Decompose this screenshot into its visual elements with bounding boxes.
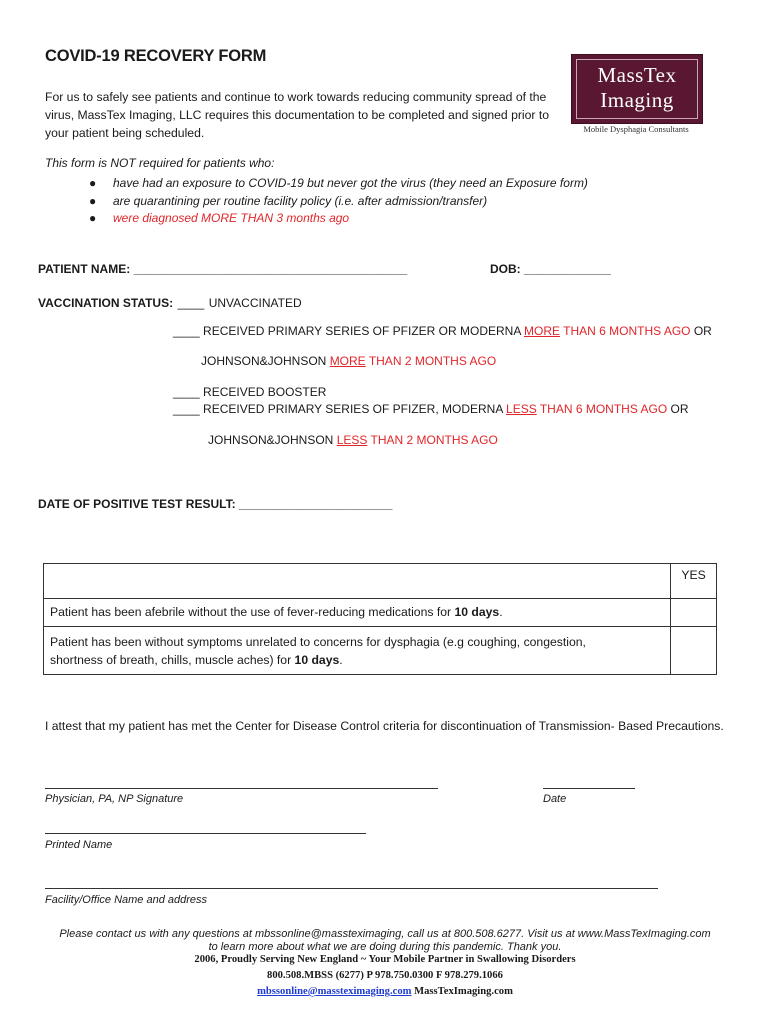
not-required-list bbox=[85, 176, 588, 229]
dob-row bbox=[490, 262, 611, 276]
footer-thanks-line: to learn more about what we are doing during this pandemic. Thank you. bbox=[208, 941, 562, 953]
footer-tagline: 2006, Proudly Serving New England ~ Your Mobile Partner in Swallowing Disorders bbox=[194, 954, 576, 965]
criterion-symptoms: Patient has been without symptoms unrelated to concerns for dysphagia (e.g coughing, congestion, shortness of breath, chills, muscle aches) for 10 days. bbox=[44, 627, 671, 675]
dob-label: DOB: bbox=[490, 262, 521, 276]
option-blank[interactable]: ____ bbox=[173, 324, 200, 338]
option-primary-less: ____ RECEIVED PRIMARY SERIES OF PFIZER, MODERNA LESS THAN 6 MONTHS AGO OR bbox=[173, 402, 689, 416]
criteria-table bbox=[43, 563, 717, 675]
positive-test-row bbox=[38, 497, 392, 511]
not-required-heading: This form is NOT required for patients who: bbox=[45, 156, 275, 170]
printed-name-line[interactable] bbox=[45, 833, 366, 834]
form-title: COVID-19 RECOVERY FORM bbox=[45, 47, 267, 65]
date-label: Date bbox=[543, 793, 567, 805]
facility-line[interactable] bbox=[45, 888, 658, 889]
list-item: ● were diagnosed MORE THAN 3 months ago bbox=[89, 211, 350, 225]
table-row bbox=[44, 564, 717, 599]
option-primary-more: ____ RECEIVED PRIMARY SERIES OF PFIZER OR MODERNA MORE THAN 6 MONTHS AGO OR bbox=[173, 324, 712, 338]
positive-test-label: DATE OF POSITIVE TEST RESULT: bbox=[38, 497, 236, 511]
patient-name-label: PATIENT NAME: bbox=[38, 262, 131, 276]
option-jj-more: JOHNSON&JOHNSON MORE THAN 2 MONTHS AGO bbox=[201, 354, 497, 368]
logo-line-2: Imaging bbox=[600, 88, 674, 112]
intro-paragraph: For us to safely see patients and continue to work towards reducing community spread of the virus, MassTex Imaging, LLC requires this documentation to be completed and signed prior to your patient being scheduled. bbox=[45, 90, 550, 140]
attestation-text: I attest that my patient has met the Center for Disease Control criteria for discontinuation of Transmission- Based Precautions. bbox=[45, 719, 724, 733]
footer-contact-line: Please contact us with any questions at mbssonline@massteximaging, call us at 800.508.6277. Visit us at www.MassTexImaging.com bbox=[59, 928, 711, 940]
website-text[interactable]: MassTexImaging.com bbox=[414, 986, 513, 997]
date-line[interactable] bbox=[543, 788, 635, 789]
footer-phone-line: 800.508.MBSS (6277) P 978.750.0300 F 978.279.1066 bbox=[267, 970, 503, 981]
list-item: ● are quarantining per routine facility policy (i.e. after admission/transfer) bbox=[89, 193, 488, 208]
logo-line-1: MassTex bbox=[597, 63, 677, 87]
yes-header: YES bbox=[671, 564, 717, 599]
table-row bbox=[44, 599, 717, 627]
masstex-logo bbox=[571, 54, 703, 124]
option-booster: ____ RECEIVED BOOSTER bbox=[173, 385, 327, 399]
yes-checkbox-symptoms[interactable] bbox=[671, 627, 717, 675]
criterion-afebrile: Patient has been afebrile without the use of fever-reducing medications for 10 days. bbox=[44, 599, 671, 627]
vaccination-row bbox=[38, 294, 302, 312]
physician-signature-line[interactable] bbox=[45, 788, 438, 789]
option-blank[interactable]: ____ bbox=[173, 402, 200, 416]
yes-checkbox-afebrile[interactable] bbox=[671, 599, 717, 627]
dob-field[interactable]: _____________ bbox=[524, 262, 611, 276]
footer-links bbox=[30, 986, 740, 997]
option-jj-less: JOHNSON&JOHNSON LESS THAN 2 MONTHS AGO bbox=[208, 433, 498, 447]
facility-label: Facility/Office Name and address bbox=[45, 894, 208, 906]
physician-signature-label: Physician, PA, NP Signature bbox=[45, 793, 184, 805]
option-blank[interactable]: ____ bbox=[173, 385, 200, 399]
vaccination-label: VACCINATION STATUS: bbox=[38, 296, 174, 310]
list-item: ● have had an exposure to COVID-19 but never got the virus (they need an Exposure form) bbox=[89, 176, 588, 190]
positive-test-field[interactable]: _______________________ bbox=[238, 497, 393, 511]
table-row bbox=[44, 627, 717, 675]
email-link[interactable]: mbssonline@massteximaging.com bbox=[257, 986, 412, 997]
printed-name-label: Printed Name bbox=[45, 839, 113, 851]
patient-name-row bbox=[38, 262, 407, 276]
logo-subtitle: Mobile Dysphagia Consultants bbox=[583, 124, 689, 134]
patient-name-field[interactable]: _________________________________________ bbox=[133, 262, 408, 276]
option-unvaccinated: UNVACCINATED bbox=[208, 296, 302, 310]
vaccination-blank[interactable]: ____ bbox=[177, 296, 205, 310]
